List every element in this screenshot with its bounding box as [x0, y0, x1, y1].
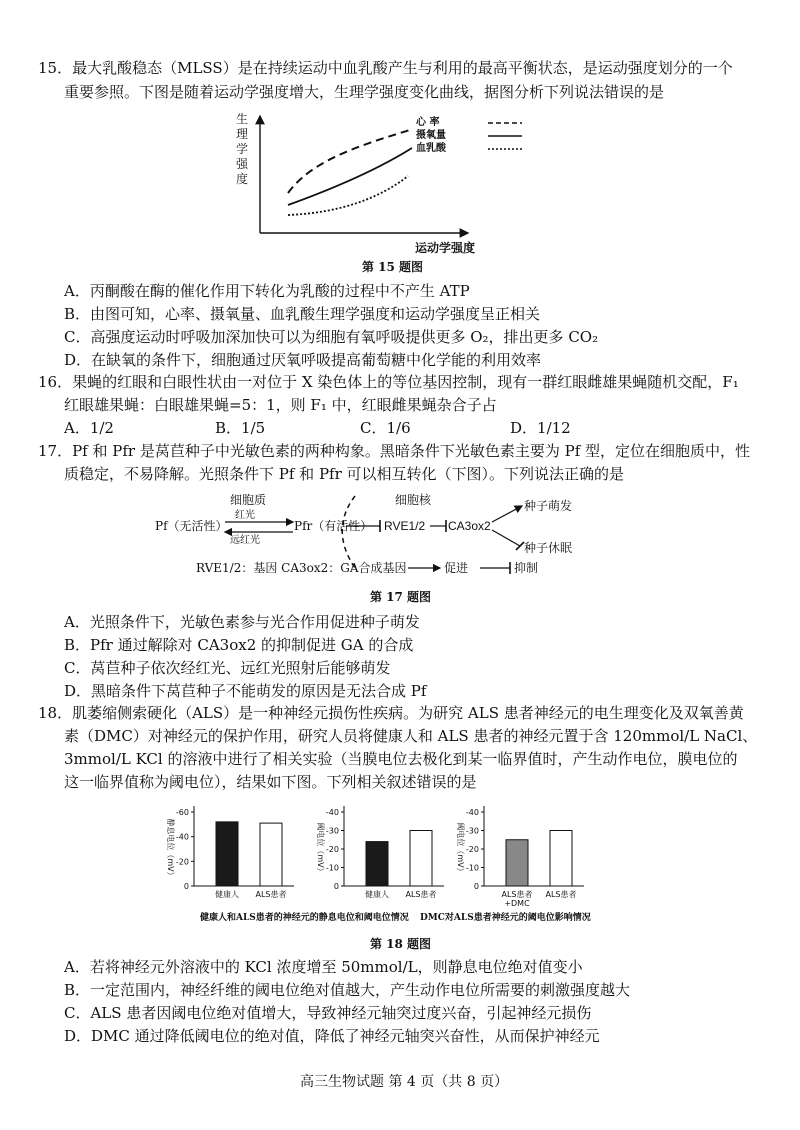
- legend-inhibit: 抑制: [514, 561, 539, 575]
- ca3-promote-germ: [492, 506, 522, 522]
- label-red-light: 红光: [235, 510, 255, 521]
- chart0-tick-label: -40: [175, 832, 189, 842]
- chart2-tick-label: -10: [465, 863, 479, 873]
- label-pfr: Pfr（有活性）: [294, 519, 373, 533]
- q18-option-b: B．一定范围内，神经纤维的阈电位绝对值越大，产生动作电位所需要的刺激强度越大: [64, 981, 631, 999]
- label-ca3ox2: CA3ox2: [448, 519, 491, 533]
- chart0-tick-label: -60: [175, 808, 189, 817]
- chart1-bar-1: [410, 831, 432, 887]
- q18-stem-line4: 这一临界值称为阈电位），结果如下图。下列相关叙述错误的是: [64, 773, 477, 791]
- q15-option-a: A．丙酮酸在酶的催化作用下转化为乳酸的过程中不产生 ATP: [64, 282, 470, 300]
- q18-option-c: C．ALS 患者因阈电位绝对值增大，导致神经元轴突过度兴奋，引起神经元损伤: [64, 1004, 592, 1022]
- chart0-tick-label: 0: [183, 882, 189, 891]
- chart0-bar-0: [216, 822, 238, 886]
- chart1-tick-label: -10: [325, 863, 339, 873]
- q15-y-label: 生理学强度: [236, 112, 249, 186]
- chart0-category-label: 健康人: [215, 890, 239, 899]
- q15-stem-line2: 重要参照。下图是随着运动学强度增大，生理学强度变化曲线，据图分析下列说法错误的是: [64, 83, 665, 101]
- chart2-category-label: ALS患者: [501, 890, 533, 899]
- q17-option-a: A．光照条件下，光敏色素参与光合作用促进种子萌发: [64, 613, 420, 631]
- label-far-red: 远红光: [230, 535, 260, 546]
- q18-stem-line3: 3mmol/L KCl 的溶液中进行了相关实验（当膜电位去极化到某一临界值时，产生动作电位，膜电位的: [64, 750, 738, 768]
- q15-x-label: 运动学强度: [415, 241, 476, 255]
- legend-promote: 促进: [444, 561, 469, 575]
- q15-option-c: C．高强度运动时呼吸加深加快可以为细胞有氧呼吸提供更多 O₂，排出更多 CO₂: [64, 328, 599, 346]
- q17-legend-text: RVE1/2：基因 CA3ox2：GA合成基因: [196, 561, 407, 575]
- chart2-tick-label: -30: [465, 826, 479, 836]
- q15-stem-line1: 15．最大乳酸稳态（MLSS）是在持续运动中血乳酸产生与利用的最高平衡状态，是运动强度划分的一个: [38, 59, 733, 77]
- chart1-tick-label: 0: [333, 882, 339, 891]
- q18-caption: 第 18 题图: [370, 937, 432, 951]
- chart1-tick-label: -30: [325, 826, 339, 836]
- legend-oxygen: 摄氧量: [416, 130, 446, 141]
- page-footer: 高三生物试题 第 4 页（共 8 页）: [300, 1074, 509, 1090]
- chart1-bar-0: [366, 842, 388, 886]
- q18-option-d: D．DMC 通过降低阈电位的绝对值，降低了神经元轴突兴奋性，从而保护神经元: [64, 1027, 600, 1045]
- q15-caption: 第 15 题图: [362, 260, 424, 274]
- chart2-tick-label: 0: [473, 882, 479, 891]
- q17-option-c: C．莴苣种子依次经红光、远红光照射后能够萌发: [64, 659, 391, 677]
- chart1-tick-label: -20: [325, 845, 339, 854]
- q16-option-b: B．1/5: [215, 419, 266, 437]
- q17-option-d: D．黑暗条件下莴苣种子不能萌发的原因是无法合成 Pf: [64, 682, 427, 700]
- q17-stem-line2: 质稳定，不易降解。光照条件下 Pf 和 Pfr 可以相互转化（下图）。下列说法正确的是: [64, 465, 625, 483]
- chart2-ylabel: 阈电位（mV）: [456, 822, 465, 876]
- q16-option-a: A．1/2: [64, 419, 114, 437]
- label-cytoplasm: 细胞质: [230, 493, 267, 507]
- q15-figure: [230, 108, 540, 260]
- chart1-ylabel: 阈电位（mV）: [316, 822, 325, 876]
- label-nucleus: 细胞核: [395, 493, 432, 507]
- q17-option-b: B．Pfr 通过解除对 CA3ox2 的抑制促进 GA 的合成: [64, 636, 414, 654]
- q18-option-a: A．若将神经元外溶液中的 KCl 浓度增至 50mmol/L，则静息电位绝对值变小: [64, 958, 583, 976]
- q18-caption-left: 健康人和ALS患者的神经元的静息电位和阈电位情况: [200, 913, 409, 923]
- q18-stem-line1: 18．肌萎缩侧索硬化（ALS）是一种神经元损伤性疾病。为研究 ALS 患者神经元的电生理变化及双氧善黄: [38, 704, 744, 722]
- q16-stem-line1: 16．果蝇的红眼和白眼性状由一对位于 X 染色体上的等位基因控制，现有一群红眼雌雄果蝇随机交配，F₁: [38, 373, 739, 391]
- q17-caption: 第 17 题图: [370, 590, 432, 604]
- label-dormancy: 种子休眠: [524, 541, 573, 555]
- chart2-tick-label: -20: [465, 845, 479, 854]
- q15-option-b: B．由图可知，心率、摄氧量、血乳酸生理学强度和运动学强度呈正相关: [64, 305, 541, 323]
- chart2-category-label: +DMC: [504, 899, 530, 908]
- chart0-tick-label: -20: [175, 857, 189, 867]
- ca3-inhibit-dormant: [492, 530, 520, 546]
- chart1-category-label: ALS患者: [405, 890, 437, 899]
- legend-heart-rate: 心 率: [416, 117, 440, 128]
- q17-stem-line1: 17．Pf 和 Pfr 是莴苣种子中光敏色素的两种构象。黑暗条件下光敏色素主要为 Pf 型，定位在细胞质中，性: [38, 442, 751, 460]
- q16-option-d: D．1/12: [510, 419, 571, 437]
- chart2-category-label: ALS患者: [545, 890, 577, 899]
- q18-stem-line2: 素（DMC）对神经元的保护作用，研究人员将健康人和 ALS 患者的神经元置于含 120mmol/L NaCl、: [64, 727, 758, 745]
- legend-lactate: 血乳酸: [416, 143, 446, 154]
- chart2-tick-label: -40: [465, 808, 479, 817]
- label-rve: RVE1/2: [384, 519, 426, 533]
- q16-option-c: C．1/6: [360, 419, 411, 437]
- q16-stem-line2: 红眼雄果蝇：白眼雄果蝇=5：1，则 F₁ 中，红眼雌果蝇杂合子占: [64, 396, 497, 414]
- chart1-tick-label: -40: [325, 808, 339, 817]
- chart0-bar-1: [260, 823, 282, 886]
- label-germination: 种子萌发: [524, 499, 573, 513]
- label-pf: Pf（无活性）: [155, 519, 228, 533]
- q18-bar-charts: [150, 800, 600, 910]
- oxygen-uptake-curve: [288, 148, 412, 205]
- chart2-bar-1: [550, 831, 572, 887]
- q15-option-d: D．在缺氧的条件下，细胞通过厌氧呼吸提高葡萄糖中化学能的利用效率: [64, 351, 542, 369]
- chart2-bar-0: [506, 840, 528, 886]
- q18-caption-right: DMC对ALS患者神经元的阈电位影响情况: [420, 913, 591, 923]
- chart0-category-label: ALS患者: [255, 890, 287, 899]
- heart-rate-curve: [288, 130, 410, 193]
- chart1-category-label: 健康人: [365, 890, 389, 899]
- chart0-ylabel: 静息电位（mV）: [166, 818, 175, 880]
